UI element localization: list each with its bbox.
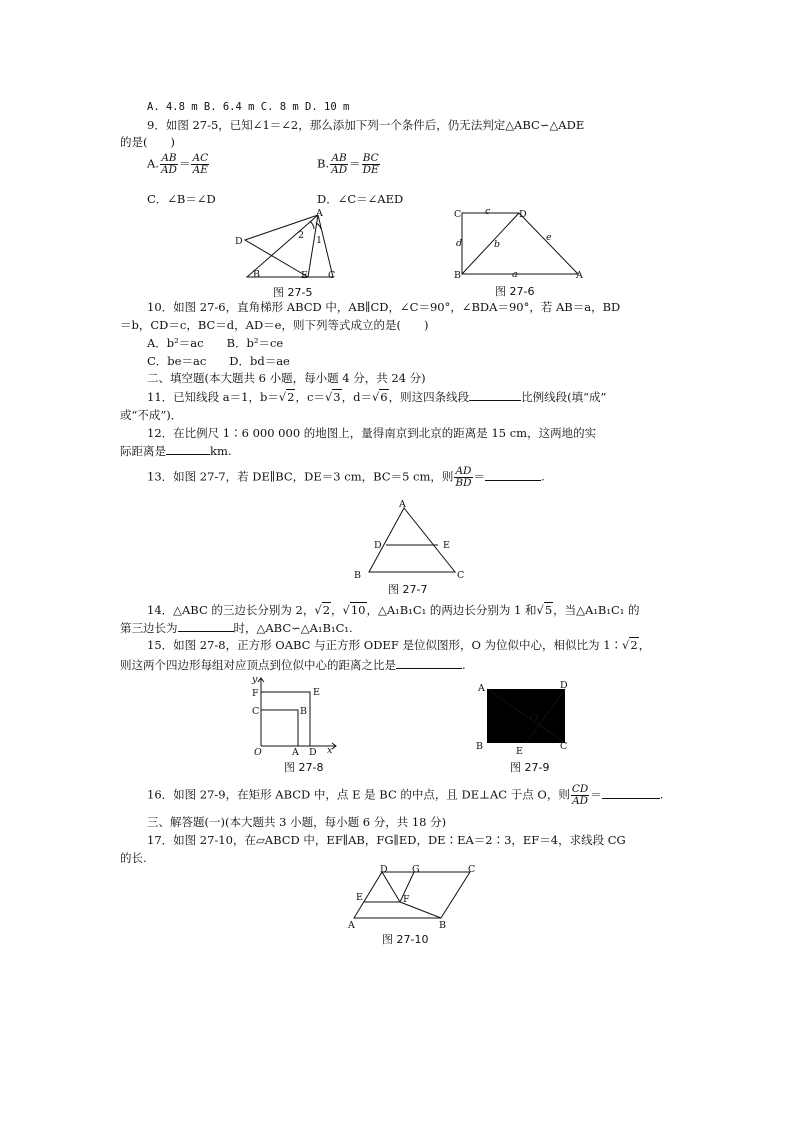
figure-27-8 — [248, 674, 348, 758]
q14-line2: 第三边长为 时，△ABC∽△A₁B₁C₁. — [120, 621, 353, 635]
fig279-caption: 图 27-9 — [510, 761, 550, 774]
fig277-label-c: C — [457, 570, 465, 581]
q10-line2: ＝b，CD＝c，BC＝d，AD＝e，则下列等式成立的是( ) — [120, 318, 429, 332]
q9-option-c: C．∠B＝∠D — [147, 192, 216, 206]
fig276-label-a-side: a — [512, 269, 518, 280]
figure-27-9 — [474, 679, 584, 755]
fig276-label-c-side: c — [485, 206, 491, 217]
fig2710-label-a: A — [348, 920, 355, 931]
q9-option-d: D．∠C＝∠AED — [317, 192, 404, 206]
fig275-label-2: 2 — [298, 230, 305, 241]
q11-line2: 或“不成”)． — [120, 408, 183, 422]
fig279-label-c: C — [560, 741, 568, 752]
fig277-label-a: A — [399, 499, 406, 510]
section-2-heading: 二、填空题(本大题共 6 小题，每小题 4 分，共 24 分) — [147, 371, 426, 385]
q14-sqrt-5: 5 — [544, 603, 553, 617]
q17-line2: 的长. — [120, 851, 147, 865]
q15-answer-blank[interactable] — [396, 658, 462, 669]
fig2710-label-b: B — [439, 920, 446, 931]
fig275-label-e: E — [301, 270, 308, 281]
fig2710-label-f: F — [403, 894, 410, 905]
q16-answer-blank[interactable] — [602, 788, 660, 799]
fig2710-label-e: E — [356, 892, 363, 903]
q13-line: 13．如图 27-7，若 DE∥BC，DE＝3 cm，BC＝5 cm，则 $\frac{AD}{BD}$ ＝ . — [147, 465, 545, 489]
fig279-label-b: B — [476, 741, 483, 752]
q11-answer-blank[interactable] — [469, 390, 521, 401]
fig278-label-c: C — [252, 706, 260, 717]
fig2710-label-d: D — [380, 864, 388, 875]
fig2710-label-c: C — [468, 864, 476, 875]
q8-options: A. 4.8 m B. 6.4 m C. 8 m D. 10 m — [147, 101, 350, 113]
q9-option-a-fraction-1: $\frac{AB}{AD}$ — [160, 152, 177, 176]
fig278-square-odef — [261, 692, 310, 746]
fig278-label-x: x — [327, 745, 333, 756]
fig2710-caption: 图 27-10 — [382, 933, 429, 946]
fig278-label-a: A — [292, 747, 299, 758]
fig276-diagonal-bd — [462, 213, 519, 274]
fig275-label-1: 1 — [316, 235, 323, 246]
q15-sqrt-2: 2 — [630, 638, 638, 652]
fig278-label-f: F — [252, 688, 259, 699]
figure-27-7 — [352, 498, 472, 580]
fig275-side-ac — [318, 215, 333, 277]
fig278-caption: 图 27-8 — [284, 761, 324, 774]
fig276-label-d-side: d — [456, 238, 463, 249]
fig276-label-a: A — [576, 270, 583, 281]
q13-fraction: $\frac{AD}{BD}$ — [455, 465, 472, 489]
q13-answer-blank[interactable] — [485, 470, 541, 481]
fig278-label-y: y — [252, 674, 258, 685]
fig275-angle-2-arc — [310, 221, 314, 229]
figure-27-5 — [230, 207, 350, 285]
section-3-heading: 三、解答题(一)(本大题共 3 小题，每小题 6 分，共 18 分) — [147, 815, 447, 829]
fig275-label-b: B — [253, 269, 260, 280]
fig277-label-d: D — [374, 540, 382, 551]
fig2710-segment-df — [382, 872, 400, 902]
q11-sqrt-2: 2 — [287, 390, 295, 404]
figure-27-10 — [344, 864, 480, 930]
fig275-label-d: D — [235, 236, 243, 247]
q11-line1: 11．已知线段 a＝1，b＝√2，c＝√3，d＝√6，则这四条线段 比例线段(填“成” — [147, 390, 607, 404]
fig275-label-c: C — [328, 270, 336, 281]
fig276-label-d: D — [519, 209, 527, 220]
q9-stem-line1: 9．如图 27-5，已知∠1＝∠2，那么添加下列一个条件后，仍无法判定△ABC∽△ADE — [147, 118, 585, 132]
fig276-label-c: C — [454, 209, 462, 220]
fig279-label-a: A — [478, 683, 485, 694]
fig276-label-e-side: e — [546, 232, 552, 243]
q9-option-b: B. $\frac{AB}{AD}$ ＝ $\frac{BC}{DE}$ — [317, 152, 379, 176]
figure-27-6 — [452, 205, 592, 283]
fig2710-label-g: G — [412, 864, 420, 875]
q10-options-cd: C．be＝ac D．bd＝ae — [147, 354, 290, 368]
q12-line2: 际距离是 km. — [120, 444, 232, 458]
fig276-label-b: B — [454, 270, 461, 281]
fig277-label-b: B — [354, 570, 361, 581]
q9-option-b-fraction-1: $\frac{AB}{AD}$ — [331, 152, 348, 176]
fig279-label-o: O — [530, 713, 538, 724]
fig276-caption: 图 27-6 — [495, 285, 535, 298]
q15-line1: 15．如图 27-8，正方形 OABC 与正方形 ODEF 是位似图形，O 为位似中心，相似比为 1∶√2， — [147, 638, 651, 652]
q9-option-a-fraction-2: $\frac{AC}{AE}$ — [192, 152, 209, 176]
q11-sqrt-3: 3 — [333, 390, 341, 404]
q9-stem-line2: 的是( ) — [120, 135, 175, 149]
q12-answer-blank[interactable] — [166, 444, 210, 455]
q17-line1: 17．如图 27-10，在▱ABCD 中，EF∥AB，FG∥ED，DE∶EA＝2∶3，EF＝4，求线段 CG — [147, 833, 626, 847]
q12-line1: 12．在比例尺 1∶6 000 000 的地图上，量得南京到北京的距离是 15 cm，这两地的实 — [147, 426, 597, 440]
fig275-label-a: A — [316, 208, 323, 219]
fig279-label-e: E — [516, 746, 523, 757]
q9-option-b-label: B. — [317, 156, 330, 171]
q14-sqrt-2: 2 — [322, 603, 331, 617]
q9-option-a-label: A. — [147, 156, 159, 171]
q15-line2: 则这两个四边形每组对应顶点到位似中心的距离之比是 . — [120, 658, 466, 672]
fig275-caption: 图 27-5 — [273, 286, 313, 299]
fig278-label-o: O — [254, 747, 262, 758]
fig278-label-e: E — [313, 687, 320, 698]
q16-fraction: $\frac{CD}{AD}$ — [571, 783, 589, 807]
q16-line: 16．如图 27-9，在矩形 ABCD 中，点 E 是 BC 的中点，且 DE⊥AC 于点 O，则 $\frac{CD}{AD}$ ＝ . — [147, 783, 664, 807]
q14-answer-blank[interactable] — [178, 621, 234, 632]
fig2710-parallelogram — [354, 872, 470, 918]
q14-sqrt-10: 10 — [350, 603, 366, 617]
q14-line1: 14．△ABC 的三边长分别为 2，√2，√10，△A₁B₁C₁ 的两边长分别为 1 和√5，当△A₁B₁C₁ 的 — [147, 603, 640, 617]
fig279-label-d: D — [560, 680, 568, 691]
fig276-label-b-side: b — [494, 239, 501, 250]
q11-sqrt-6: 6 — [380, 390, 388, 404]
fig276-trapezoid — [462, 213, 578, 274]
fig278-label-b: B — [300, 706, 307, 717]
q10-options-ab: A．b²＝ac B．b²＝ce — [147, 336, 284, 350]
fig277-label-e: E — [443, 540, 450, 551]
q10-line1: 10．如图 27-6，直角梯形 ABCD 中，AB∥CD，∠C＝90°，∠BDA＝90°，若 AB＝a，BD — [147, 300, 621, 314]
fig278-label-d: D — [309, 747, 317, 758]
fig278-square-oabc — [261, 710, 298, 746]
q9-option-a: A. $\frac{AB}{AD}$ ＝ $\frac{AC}{AE}$ — [147, 152, 209, 176]
fig277-caption: 图 27-7 — [388, 583, 428, 596]
q9-option-b-fraction-2: $\frac{BC}{DE}$ — [362, 152, 379, 176]
